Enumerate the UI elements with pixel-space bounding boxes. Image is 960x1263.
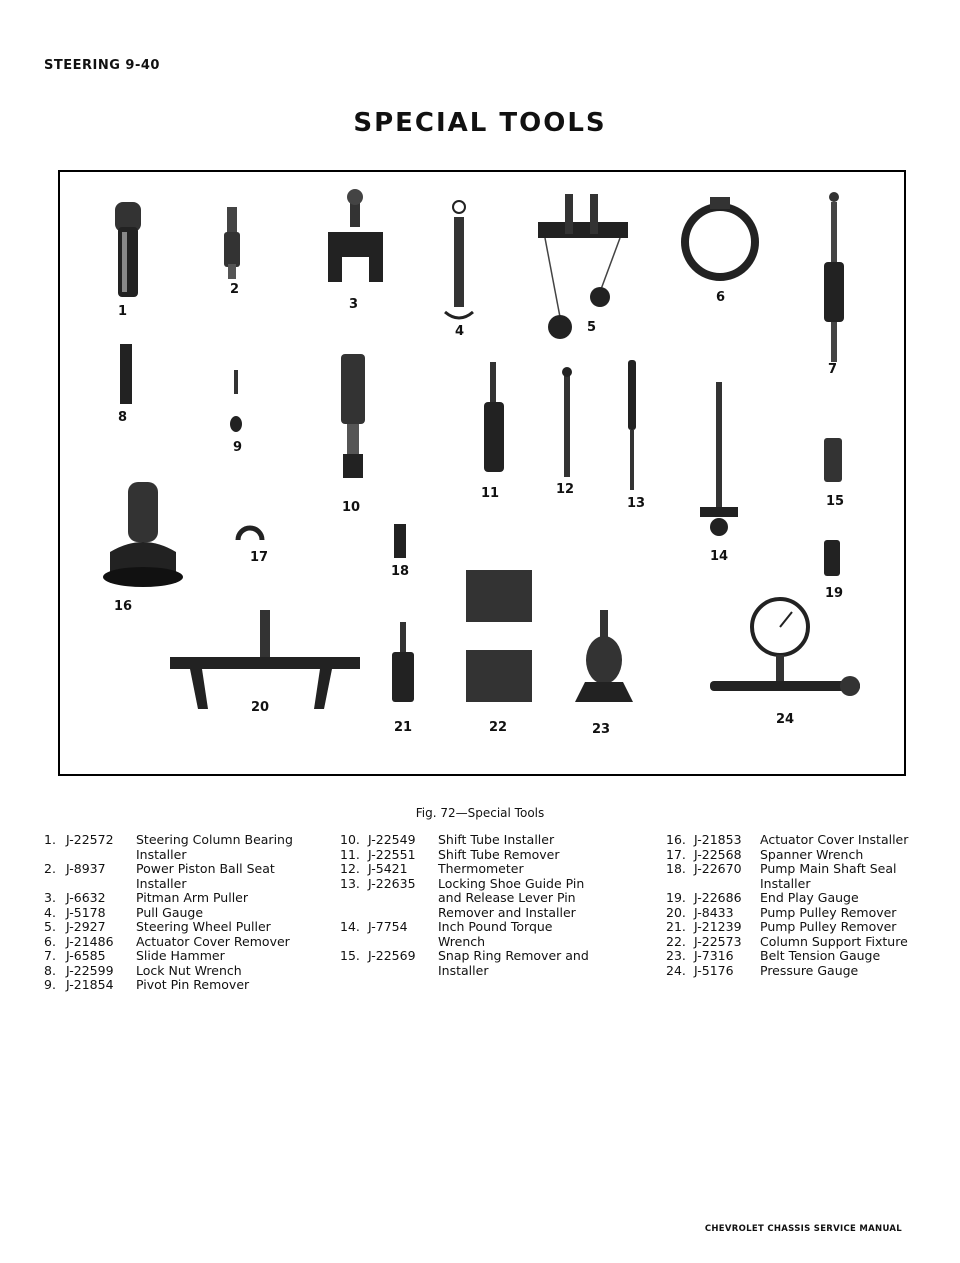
tool-number: 21 [394, 720, 413, 735]
legend-item: 24. J-5176 Pressure Gauge [666, 962, 859, 978]
tool-3-pitman-puller-icon [328, 189, 383, 282]
legend-item: 14. J-7754 Inch Pound Torque Wrench [340, 919, 553, 949]
tool-number: 18 [391, 564, 410, 579]
tool-number: 13 [627, 496, 646, 511]
tool-18-seal-installer-icon [394, 524, 406, 558]
tool-12-thermometer-icon [562, 367, 572, 477]
legend-item: 21. J-21239 Pump Pulley Remover [666, 919, 897, 934]
tool-number: 12 [556, 482, 575, 497]
tool-number: 8 [118, 410, 128, 425]
tool-23-belt-tension-gauge-icon [575, 610, 633, 702]
legend-item: 3. J-6632 Pitman Arm Puller [44, 890, 249, 905]
legend-item: 9. J-21854 Pivot Pin Remover [44, 977, 250, 992]
legend-item: 23. J-7316 Belt Tension Gauge [666, 948, 881, 963]
tool-8-lock-nut-wrench-icon [120, 344, 132, 404]
legend-item: 13. J-22635 Locking Shoe Guide Pin and Release Lever Pin Remover and Installer [340, 875, 585, 920]
tool-19-end-play-gauge-icon [824, 540, 840, 576]
legend-item: 12. J-5421 Thermometer [340, 861, 524, 876]
page-title: SPECIAL TOOLS [353, 108, 607, 138]
tool-number: 9 [233, 440, 243, 455]
tool-number: 5 [587, 320, 597, 335]
tools-illustration [60, 172, 904, 774]
tool-21-pulley-remover-icon [392, 622, 414, 702]
tool-number: 15 [826, 494, 845, 509]
legend-column-1 [44, 833, 314, 993]
figure-caption: Fig. 72—Special Tools [415, 806, 545, 820]
tool-number: 11 [481, 486, 500, 501]
tool-2-ball-seat-installer-icon [224, 207, 240, 279]
tool-number: 2 [230, 282, 240, 297]
tool-24-pressure-gauge-icon [710, 599, 860, 696]
tool-number: 10 [342, 500, 361, 515]
legend-item: 8. J-22599 Lock Nut Wrench [44, 962, 242, 978]
legend-item: 22. J-22573 Column Support Fixture [666, 933, 908, 949]
tool-number: 16 [114, 599, 133, 614]
legend-item: 15. J-22569 Snap Ring Remover and Installer [340, 948, 589, 978]
tool-4-pull-gauge-icon [445, 201, 473, 318]
tool-number: 7 [828, 362, 838, 377]
legend-item: 1. J-22572 Steering Column Bearing Installer [44, 832, 293, 862]
tool-number: 14 [710, 549, 729, 564]
tool-9-pivot-pin-remover-icon [230, 370, 242, 432]
tool-15-snap-ring-remover-icon [824, 438, 842, 482]
special-tools-figure [58, 170, 906, 776]
tool-number: 3 [349, 297, 359, 312]
legend-item: 16. J-21853 Actuator Cover Installer [666, 832, 909, 847]
legend-item: 17. J-22568 Spanner Wrench [666, 846, 864, 862]
footer-manual-name: CHEVROLET CHASSIS SERVICE MANUAL [704, 1224, 902, 1234]
tool-22-column-fixture-icon [466, 570, 532, 702]
section-header: STEERING 9-40 [44, 58, 160, 73]
tool-number: 6 [716, 290, 726, 305]
tool-number: 22 [489, 720, 508, 735]
legend-item: 4. J-5178 Pull Gauge [44, 904, 204, 920]
tool-6-cover-remover-icon [685, 197, 755, 277]
tool-number: 20 [251, 700, 270, 715]
tool-number: 1 [118, 304, 128, 319]
legend-item: 6. J-21486 Actuator Cover Remover [44, 933, 290, 949]
legend-item: 5. J-2927 Steering Wheel Puller [44, 919, 271, 934]
tool-11-tube-remover-icon [484, 362, 504, 472]
legend-column-3 [666, 833, 926, 978]
tool-number: 24 [776, 712, 795, 727]
tool-7-slide-hammer-icon [824, 192, 844, 362]
legend-item: 18. J-22670 Pump Main Shaft Seal Installer [666, 861, 897, 891]
tool-1-bearing-installer-icon [115, 202, 141, 297]
tool-20-pulley-remover-icon [170, 610, 360, 709]
tool-number: 4 [455, 324, 465, 339]
tool-13-guide-pin-tool-icon [628, 360, 636, 490]
legend-item: 11. J-22551 Shift Tube Remover [340, 846, 560, 862]
legend-column-2 [340, 833, 620, 978]
tool-number: 23 [592, 722, 611, 737]
legend-item: 10. J-22549 Shift Tube Installer [340, 832, 555, 847]
tool-number: 17 [250, 550, 269, 565]
tool-10-tube-installer-icon [341, 354, 365, 478]
tool-17-spanner-wrench-icon [238, 528, 262, 540]
legend-item: 19. J-22686 End Play Gauge [666, 890, 859, 905]
tool-number: 19 [825, 586, 844, 601]
legend-item: 7. J-6585 Slide Hammer [44, 948, 225, 963]
tool-5-wheel-puller-icon [538, 194, 628, 339]
legend-item: 20. J-8433 Pump Pulley Remover [666, 904, 897, 920]
tool-14-torque-wrench-icon [700, 382, 738, 536]
tool-16-cover-installer-icon [103, 482, 183, 587]
legend-item: 2. J-8937 Power Piston Ball Seat Installer [44, 861, 275, 891]
